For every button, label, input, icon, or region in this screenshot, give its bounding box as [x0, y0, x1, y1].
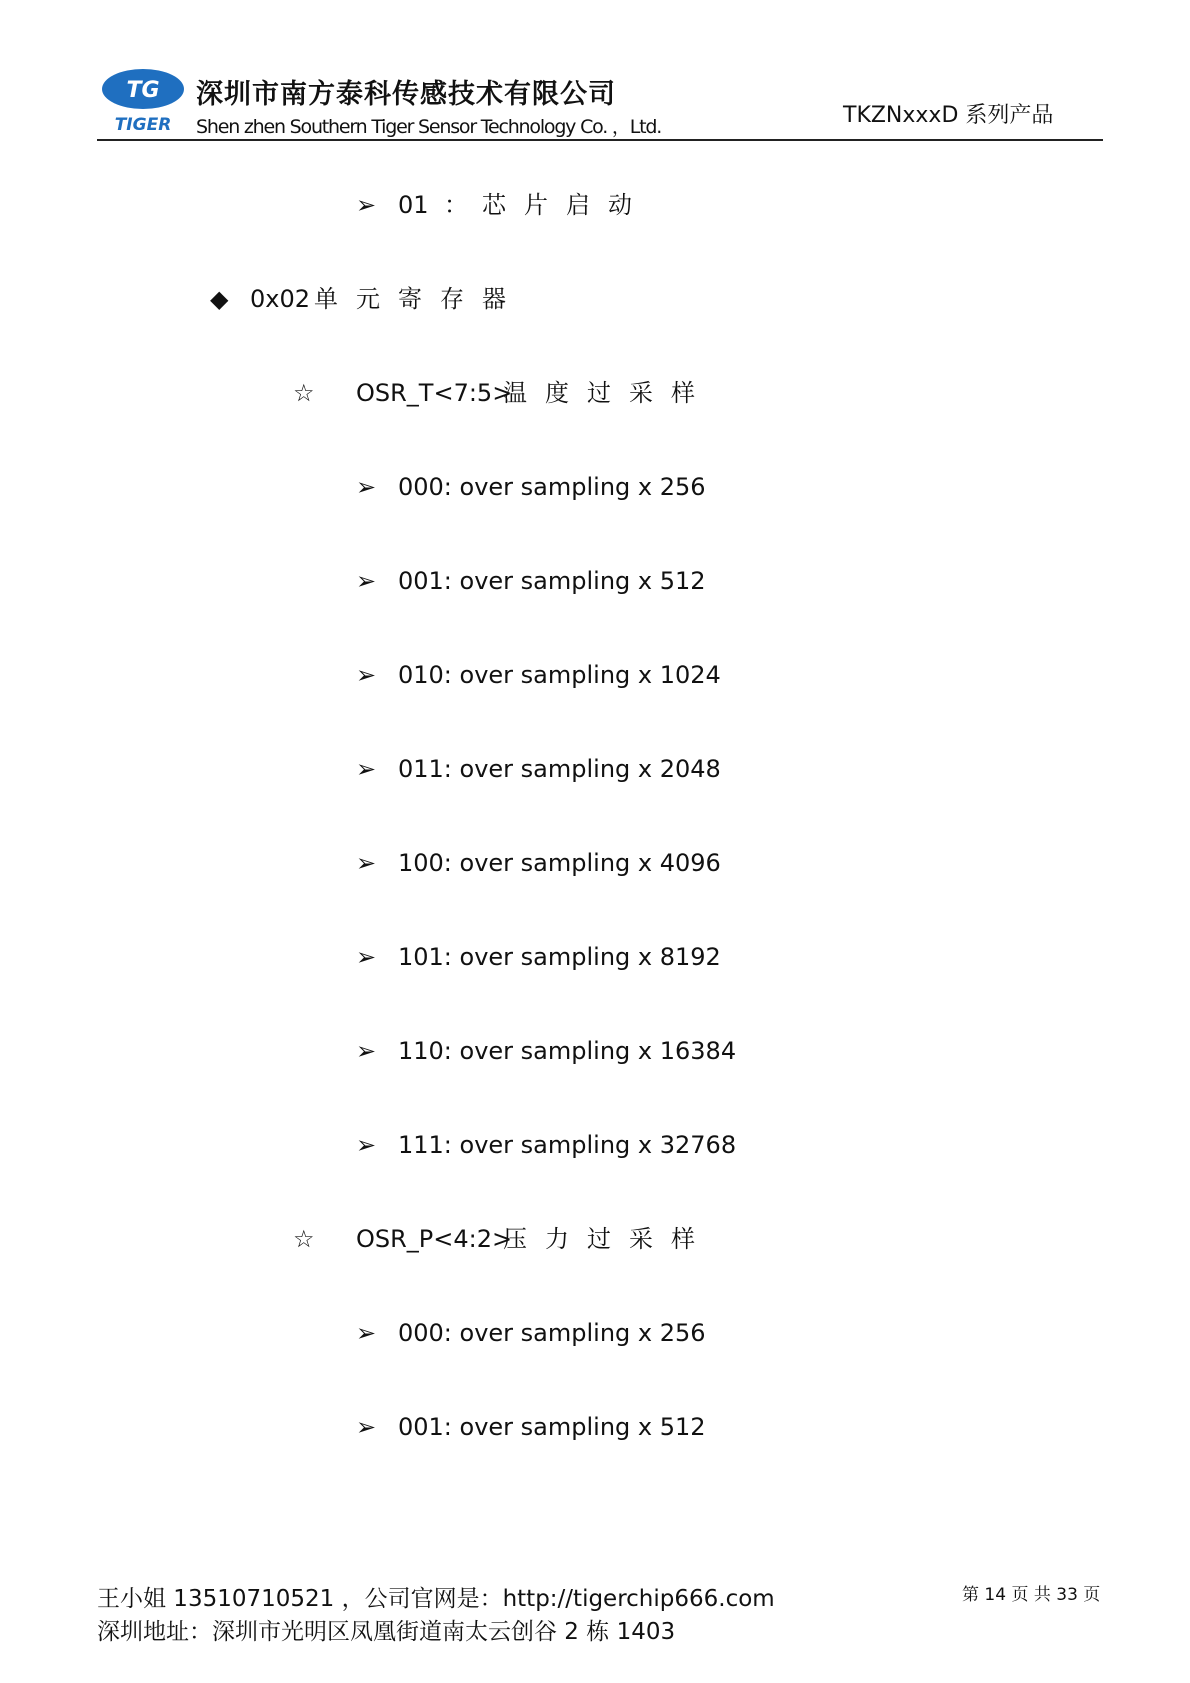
diamond-bullet-icon: ◆: [210, 285, 229, 313]
item-code: 01: [398, 191, 429, 219]
company-name-en: Shen zhen Southern Tiger Sensor Technology Co. ，Ltd.: [196, 116, 662, 138]
option-text: 001: over sampling x 512: [398, 567, 706, 595]
option-text: 001: over sampling x 512: [398, 1413, 706, 1441]
arrow-bullet-icon: ➢: [356, 1319, 377, 1347]
arrow-bullet-icon: ➢: [356, 567, 377, 595]
register-label: 单元寄存器: [314, 285, 524, 313]
footer-address: 深圳地址：深圳市光明区凤凰街道南太云创谷 2 栋 1403: [97, 1619, 676, 1645]
option-text: 010: over sampling x 1024: [398, 661, 721, 689]
header-divider: [97, 139, 1103, 141]
arrow-bullet-icon: ➢: [356, 1131, 377, 1159]
company-name-cn: 深圳市南方泰科传感技术有限公司: [196, 79, 616, 110]
logo-wordmark: TIGER: [114, 115, 172, 135]
option-text: 110: over sampling x 16384: [398, 1037, 737, 1065]
logo-mark-text: TG: [126, 78, 160, 103]
arrow-bullet-icon: ➢: [356, 191, 377, 219]
field-label: 温度过采样: [503, 379, 713, 407]
page-header: [0, 0, 1190, 150]
page-number: 第 14 页 共 33 页: [962, 1585, 1101, 1605]
footer-contact: 王小姐 13510710521 ，公司官网是：http://tigerchip666.com: [97, 1586, 775, 1612]
arrow-bullet-icon: ➢: [356, 755, 377, 783]
arrow-bullet-icon: ➢: [356, 473, 377, 501]
field-name: OSR_P<4:2>: [356, 1225, 513, 1253]
arrow-bullet-icon: ➢: [356, 1037, 377, 1065]
product-series: TKZNxxxD 系列产品: [843, 103, 1054, 128]
option-text: 000: over sampling x 256: [398, 1319, 706, 1347]
option-text: 000: over sampling x 256: [398, 473, 706, 501]
option-text: 111: over sampling x 32768: [398, 1131, 737, 1159]
option-text: 100: over sampling x 4096: [398, 849, 721, 877]
option-text: 101: over sampling x 8192: [398, 943, 721, 971]
arrow-bullet-icon: ➢: [356, 849, 377, 877]
tiger-logo: [100, 66, 186, 138]
arrow-bullet-icon: ➢: [356, 661, 377, 689]
item-separator: ：: [444, 191, 468, 219]
arrow-bullet-icon: ➢: [356, 1413, 377, 1441]
field-label: 压力过采样: [503, 1225, 713, 1253]
star-bullet-icon: ☆: [293, 379, 315, 407]
star-bullet-icon: ☆: [293, 1225, 315, 1253]
item-label: 芯片启动: [482, 191, 650, 219]
field-name: OSR_T<7:5>: [356, 379, 513, 407]
option-text: 011: over sampling x 2048: [398, 755, 721, 783]
register-address: 0x02: [250, 285, 311, 313]
arrow-bullet-icon: ➢: [356, 943, 377, 971]
